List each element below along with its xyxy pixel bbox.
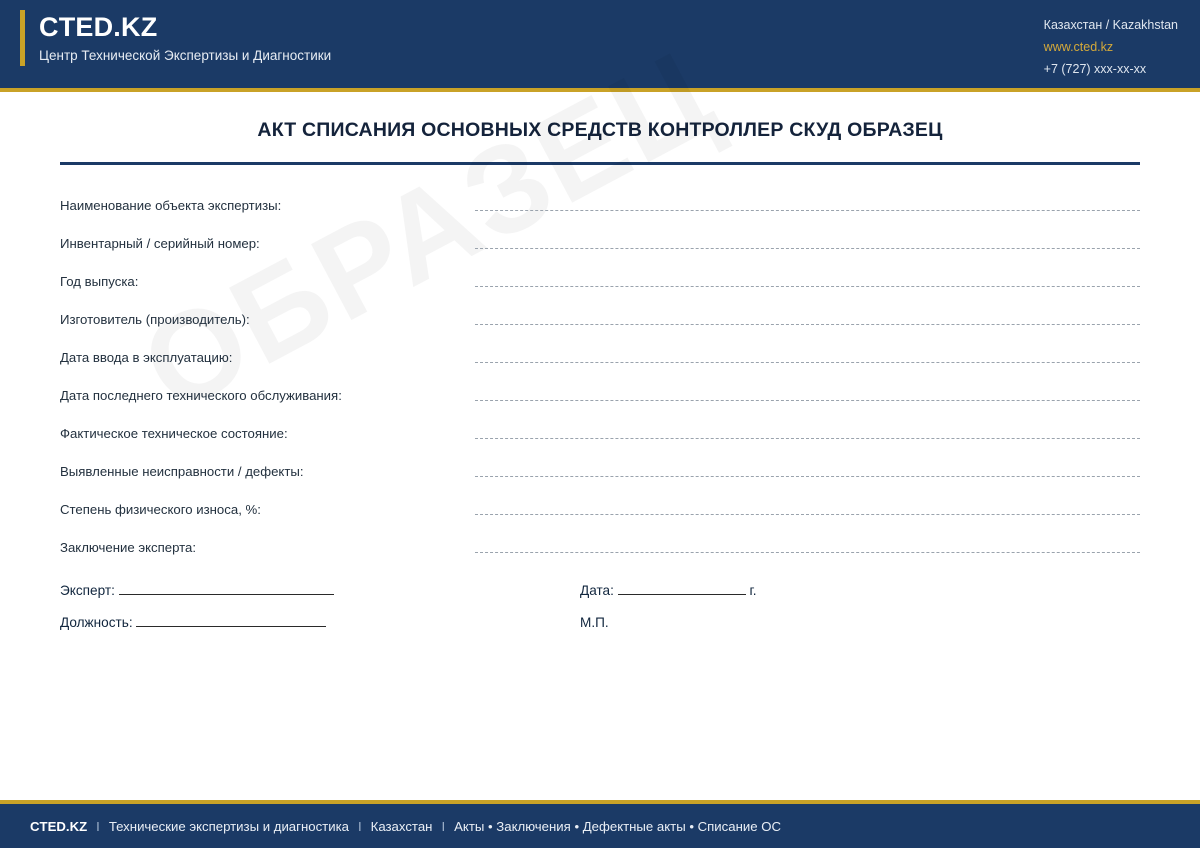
field-input-wear-percent[interactable] [475,513,1140,515]
field-label-technical-condition: Фактическое техническое состояние: [60,426,288,441]
contact-website-link[interactable]: www.cted.kz [1043,40,1114,54]
footer-separator-3: I [441,818,446,834]
field-label-defects: Выявленные неисправности / дефекты: [60,464,304,479]
field-input-commissioning-date[interactable] [475,361,1140,363]
field-label-last-maintenance-date: Дата последнего технического обслуживания: [60,388,342,403]
fields-list [60,179,1140,559]
field-row [60,293,1140,331]
field-input-technical-condition[interactable] [475,437,1140,439]
position-line[interactable] [136,626,326,627]
date-line[interactable] [618,594,746,595]
footer-separator-1: I [96,818,100,834]
contact-phone: +7 (727) xxx-xx-xx [1043,62,1147,76]
expert-signature-field[interactable] [60,583,580,598]
date-suffix: г. [749,583,757,598]
footer-doc-types: Акты • Заключения • Дефектные акты • Списание ОС [454,818,782,834]
page-title: АКТ СПИСАНИЯ ОСНОВНЫХ СРЕДСТВ КОНТРОЛЛЕР СКУД ОБРАЗЕЦ [257,119,943,141]
field-row [60,445,1140,483]
footer-region: Казахстан [370,818,433,834]
date-label: Дата: [580,583,614,598]
brand-block [20,10,331,66]
footer-separator-2: I [357,818,362,834]
stamp-placeholder: М.П. [580,615,609,630]
footer-bar [0,804,1200,848]
field-row [60,369,1140,407]
field-input-defects[interactable] [475,475,1140,477]
field-row [60,217,1140,255]
expert-signature-line[interactable] [119,594,334,595]
field-label-manufacturer: Изготовитель (производитель): [60,312,250,327]
page-header [0,0,1200,88]
field-label-object-name: Наименование объекта экспертизы: [60,198,282,213]
field-row [60,179,1140,217]
field-input-expert-conclusion[interactable] [475,551,1140,553]
field-row [60,331,1140,369]
document-body [0,119,1200,647]
brand-title: CTED.KZ [39,12,158,42]
field-input-year[interactable] [475,285,1140,287]
position-label: Должность: [60,615,133,630]
signature-row-position [60,615,1140,647]
field-row [60,255,1140,293]
field-input-last-maintenance-date[interactable] [475,399,1140,401]
field-label-commissioning-date: Дата ввода в эксплуатацию: [60,350,233,365]
contact-country: Казахстан / Kazakhstan [1043,18,1178,32]
header-gold-rule [0,88,1200,92]
field-input-manufacturer[interactable] [475,323,1140,325]
footer-services: Технические экспертизы и диагностика [108,818,349,834]
position-field[interactable] [60,615,580,630]
field-input-object-name[interactable] [475,209,1140,211]
field-label-expert-conclusion: Заключение эксперта: [60,540,197,555]
field-row [60,483,1140,521]
expert-label: Эксперт: [60,583,115,598]
title-divider [60,162,1140,165]
field-label-inventory-number: Инвентарный / серийный номер: [60,236,260,251]
field-row [60,521,1140,559]
brand-subtitle: Центр Технической Экспертизы и Диагностики [39,48,332,63]
signature-row-expert [60,583,1140,615]
field-label-year: Год выпуска: [60,274,139,289]
signature-block [60,583,1140,647]
header-contacts [1044,14,1178,80]
field-row [60,407,1140,445]
field-label-wear-percent: Степень физического износа, %: [60,502,261,517]
field-input-inventory-number[interactable] [475,247,1140,249]
date-field[interactable] [580,583,757,598]
footer-brand: CTED.KZ [30,818,88,834]
page-footer [0,800,1200,848]
